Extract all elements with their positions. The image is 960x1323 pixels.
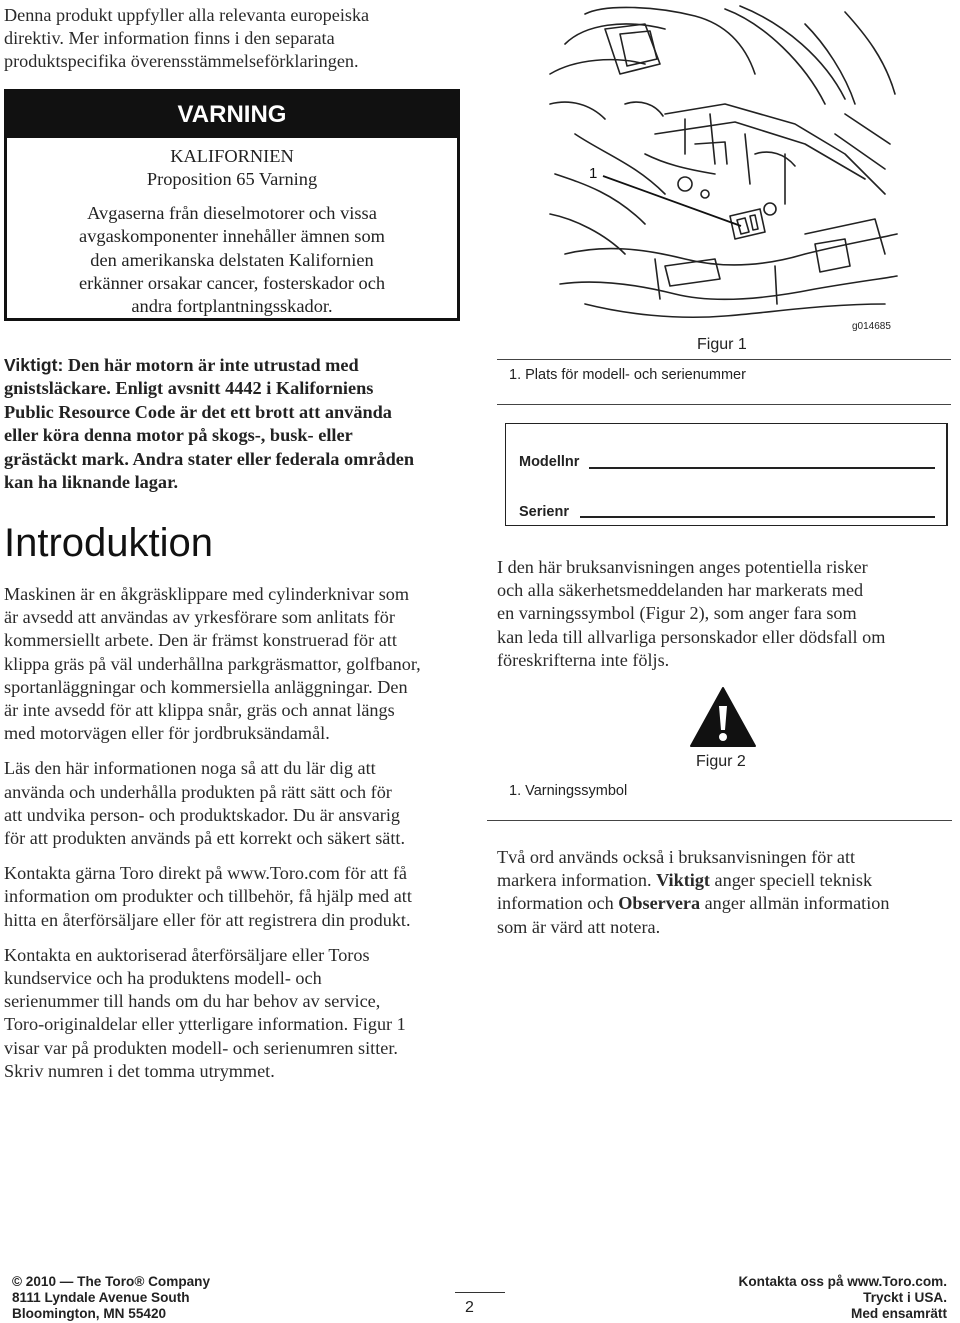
text-line: serienummer till hands om du har behov av service, [4,991,381,1012]
figure-caption: Figur 2 [696,753,746,770]
paragraph [4,583,466,745]
important-line: eller köra denna motor på skogs-, busk- eller [4,425,353,446]
important-notice [4,354,464,494]
text-line: kommersiellt arbete. Den är främst konstruerad för att [4,630,397,651]
text-line: Skriv numren i det tomma utrymmet. [4,1060,275,1081]
warning-triangle-icon [689,686,757,748]
contact-line: Kontakta oss på www.Toro.com. [738,1274,947,1289]
rights-line: Med ensamrätt [851,1306,947,1321]
text-fragment: anger speciell teknisk [709,870,873,891]
divider [487,820,952,821]
warning-region: KALIFORNIEN [170,146,294,166]
important-line: Public Resource Code är det ett brott att använda [4,401,392,422]
text-line: Kontakta gärna Toro direkt på www.Toro.com för att få [4,863,407,884]
intro-body [4,583,466,1095]
signal-words-paragraph [497,846,952,939]
warning-line: andra fortplantningsskador. [131,296,333,317]
important-line: kan ha liknande lagar. [4,472,179,493]
divider [497,404,951,405]
model-number-label: Modellnr [519,454,580,470]
text-line: att undvika person- och produktskador. Du är ansvarig [4,804,400,825]
text-line: använda och underhålla produkten på rätt sätt och för [4,781,392,802]
text-line: produktspecifika överensstämmelseförklaringen. [4,51,359,72]
divider [497,359,951,360]
paragraph [4,944,466,1083]
machine-illustration [545,4,900,322]
serial-number-box [505,423,948,526]
serial-number-field[interactable] [580,516,935,518]
warning-header: VARNING [7,92,457,138]
model-number-field[interactable] [589,467,935,469]
address-line: 8111 Lyndale Avenue South [12,1290,190,1305]
warning-body [7,138,457,319]
warning-line: Avgaserna från dieselmotorer och vissa [87,202,377,223]
text-line: är inte avsedd för att klippa snår, gräs och annat längs [4,700,395,721]
footer-company [12,1274,210,1322]
text-line: en varningssymbol (Figur 2), som anger fara som [497,603,857,624]
text-line: kan leda till allvarliga personskador eller dödsfall om [497,626,886,647]
important-label: Viktigt: [4,355,64,375]
important-line: Den här motorn är inte utrustad med [67,355,359,375]
important-line: grästäckt mark. Andra stater eller federala områden [4,448,415,469]
text-line: föreskrifterna inte följs. [497,649,670,670]
text-line: hitta en återförsäljare eller för att registrera din produkt. [4,909,411,930]
text-line: och alla säkerhetsmeddelanden har markerats med [497,580,864,601]
warning-line: den amerikanska delstaten Kalifornien [90,249,374,270]
text-line: är avsedd att användas av yrkesförare som anlitats för [4,607,395,628]
text-line: Läs den här informationen noga så att du lär dig att [4,758,376,779]
text-line: Maskinen är en åkgräsklippare med cylinderknivar som [4,584,410,604]
text-line: för att produkten används på ett korrekt och säkert sätt. [4,828,406,849]
important-line: gnistsläckare. Enligt avsnitt 4442 i Kaliforniens [4,378,374,399]
text-line: information om produkter och tillbehör, få hjälp med att [4,886,412,907]
printed-line: Tryckt i USA. [863,1290,947,1305]
divider [455,1292,505,1293]
warning-box [4,89,460,321]
section-heading: Introduktion [4,521,214,565]
text-line: som är värd att notera. [497,916,661,937]
safety-paragraph [497,556,952,672]
figure-legend: 1. Varningssymbol [509,783,628,799]
warning-proposition: Proposition 65 Varning [146,169,318,190]
text-fragment: anger allmän information [700,893,890,914]
footer-contact [739,1274,947,1322]
paragraph [4,862,466,932]
warning-line: avgaskomponenter innehåller ämnen som [79,226,385,247]
text-fragment: markera information. [497,870,657,891]
text-line: visar var på produkten modell- och serienumren sitter. [4,1037,398,1058]
warning-line: erkänner orsakar cancer, fosterskador och [78,273,386,294]
compliance-note [4,4,454,74]
figure-caption: Figur 1 [697,336,747,353]
text-line: I den här bruksanvisningen anges potentiella risker [497,557,868,577]
text-line: med motorvägen eller för jordbruksändamål. [4,723,330,744]
page-number: 2 [465,1299,474,1316]
serial-number-label: Serienr [519,504,569,520]
copyright: © 2010 — The Toro® Company [12,1274,211,1289]
figure-code: g014685 [852,321,891,332]
text-line: klippa gräs på väl underhållna parkgräsmattor, golfbanor, [4,653,421,674]
figure-legend: 1. Plats för modell- och serienummer [509,367,746,383]
text-line: Toro-originaldelar eller ytterligare information. Figur 1 [4,1014,406,1035]
text-line: direktiv. Mer information finns i den separata [4,28,335,49]
figure-callout: 1 [589,165,598,182]
text-fragment: information och [497,893,619,914]
emphasis-observera: Observera [618,893,701,914]
text-line: Två ord används också i bruksanvisningen för att [497,847,856,867]
text-line: sportanläggningar och kommersiella anläggningar. Den [4,676,408,697]
paragraph [4,757,466,850]
address-line: Bloomington, MN 55420 [12,1306,167,1321]
text-line: Kontakta en auktoriserad återförsäljare eller Toros [4,944,370,965]
text-line: kundservice och ha produktens modell- och [4,968,322,989]
emphasis-viktigt: Viktigt [656,870,710,891]
text-line: Denna produkt uppfyller alla relevanta europeiska [4,5,370,25]
